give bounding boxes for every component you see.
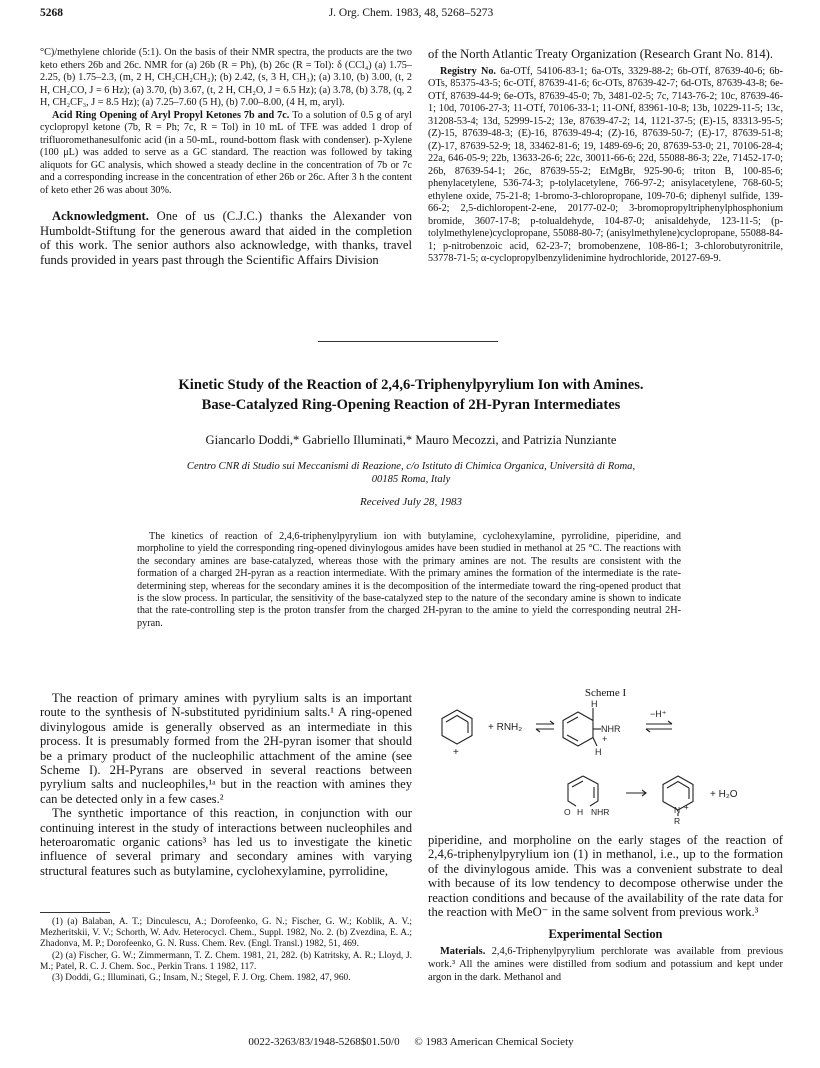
right-column-top bbox=[428, 47, 783, 266]
article-code: 0022-3263/83/1948-5268$01.50/0 bbox=[248, 1036, 400, 1048]
affiliation-line-1: Centro CNR di Studio sui Meccanismi di Reazione, c/o Istituto di Chimica Organica, Università di Roma, bbox=[186, 461, 636, 472]
experimental-section-heading: Experimental Section bbox=[548, 927, 663, 942]
footnote-rule bbox=[40, 912, 110, 913]
journal-citation: J. Org. Chem. 1983, 48, 5268–5273 bbox=[328, 7, 494, 19]
page-footer bbox=[40, 1036, 782, 1048]
deprotonation-arrow bbox=[646, 709, 672, 732]
pyridinium-nitrogen: N bbox=[674, 805, 681, 815]
footnote-1: (1) (a) Balaban, A. T.; Dinculescu, A.; Dorofeenko, G. N.; Fischer, G. W.; Koblik, A. V.; Mezheritskii, V. V.; Schorth, W. Adv. Heterocycl. Chem., Suppl. 1982, No. 2. (b) Zvezdina, E. A.; Zhadonva, M. P.; Dorofeenko, G. N. Russ. Chem. Rev. (Engl. Transl.) 1982, 51, 469. bbox=[40, 917, 412, 950]
title-line-1: Kinetic Study of the Reaction of 2,4,6-Triphenylpyrylium Ion with Amines. bbox=[178, 377, 644, 393]
pyridinium-ring bbox=[663, 776, 693, 825]
ring-opened-amide bbox=[564, 776, 609, 817]
acid-ring-opening-paragraph bbox=[40, 110, 412, 198]
amide-hydrogen: H bbox=[577, 807, 584, 817]
page-number: 5268 bbox=[40, 7, 63, 19]
acknowledgment-heading: Acknowledgment. bbox=[52, 209, 149, 223]
nato-paragraph: of the North Atlantic Treaty Organization (Research Grant No. 814). bbox=[428, 47, 773, 61]
abstract: The kinetics of reaction of 2,4,6-triphenylpyrylium ion with butylamine, cyclohexylamine, pyrrolidine, piperidine, and morpholine to yield the corresponding ring-opened divinylogous amides have been studied in methanol at 25 °C. The reactions with the secondary amines are base-catalyzed, whereas those with the primary amines are not. The results are consistent with the formation of a charged 2H-pyran as a reaction intermediate. With the primary amines the formation of the intermediate is the rate-determining step, whereas for the secondary amines it is the decomposition of the intermediate toward the ring-opened product that is the slow process. In particular, the sensitivity of the base-catalyzed step to the nature of the secondary amine is shown to indicate that the rate-controlling step is the proton transfer from the charged 2H-pyran to the amine to yield the corresponding neutral 2H-pyran. bbox=[137, 531, 681, 629]
adduct-plus: + bbox=[602, 734, 608, 744]
left-column-body bbox=[40, 691, 412, 878]
materials-heading: Materials. bbox=[440, 946, 486, 958]
footnote-2: (2) (a) Fischer, G. W.; Zimmermann, T. Z. Chem. 1981, 21, 282. (b) Katritsky, A. R.; Lloyd, J. M.; Patel, R. C. J. Chem. Soc., Perkin Trans. 1 1982, 117. bbox=[40, 950, 412, 972]
amide-nhr: NHR bbox=[591, 807, 610, 817]
adduct-hydrogen-bottom: H bbox=[595, 747, 602, 757]
left-column-top bbox=[40, 47, 412, 267]
running-header bbox=[40, 7, 782, 23]
authors: Giancarlo Doddi,* Gabriello Illuminati,* Mauro Mecozzi, and Patrizia Nunziante bbox=[205, 433, 617, 447]
deprotonation-label: −H⁺ bbox=[650, 709, 667, 719]
materials-text: 2,4,6-Triphenylpyrylium perchlorate was available from previous work.³ All the amines were distilled from sodium and potassium and kept under argon in the dark. Methanol and bbox=[428, 946, 783, 983]
footnotes bbox=[40, 917, 412, 984]
cyclization-arrow bbox=[626, 790, 646, 796]
adduct-ring bbox=[563, 700, 621, 757]
adduct-hydrogen-top: H bbox=[591, 700, 598, 709]
copyright: © 1983 American Chemical Society bbox=[414, 1036, 574, 1048]
title-line-2: Base-Catalyzed Ring-Opening Reaction of 2H-Pyran Intermediates bbox=[201, 397, 621, 413]
paragraph-text: To a solution of 0.5 g of aryl cyclopropyl ketone (7b, R = Ph; 7c, R = Tol) in 10 mL of TFE was added 1 drop of trifluoromethanesulfonic acid (in a 50-mL, round-bottom flask with condenser). p-Xylene (100 μL) was added to serve as a GC standard. The reaction was followed by taking aliquots for GC analysis, which showed a steady decline in the concentration of 7b or 7c and a corresponding increase in the concentration of ether 26b or 26c. After 3 h the content of keto ether 26 was about 30%. bbox=[40, 109, 412, 196]
intro-paragraph-3: piperidine, and morpholine on the early stages of the reaction of 2,4,6-triphenylpyrylium ion (1) in methanol, i.e., up to the formation of the divinylogous amide. This was a convenient substrate to deal with because of its low tendency to decompose otherwise under the reaction conditions and because of the availability of the rate data for the reaction with MeO⁻ in the same solvent from previous work.³ bbox=[428, 833, 783, 920]
amine-reagent: + RNH₂ bbox=[488, 722, 523, 733]
water-product: + H₂O bbox=[710, 789, 738, 800]
scheme-title: Scheme I bbox=[584, 687, 627, 699]
pyridinium-substituent: R bbox=[674, 816, 681, 825]
footnote-3: (3) Doddi, G.; Illuminati, G.; Insam, N.; Stegel, F. J. Org. Chem. 1982, 47, 960. bbox=[52, 973, 351, 984]
received-date: Received July 28, 1983 bbox=[359, 496, 462, 508]
registry-heading: Registry No. bbox=[440, 65, 496, 77]
intro-paragraph-1: The reaction of primary amines with pyrylium salts is an important route to the synthesis of N-substituted pyridinium salts.¹ A ring-opened divinylogous amide is generally observed as an intermediate in this process. It is presumably formed from the 2H-pyran isomer that should be a primary product of the nucleophilic attachment of the amine (see Scheme I). 2H-Pyrans are observed in several reactions between pyrylium salts and nucleophiles,¹ᵃ but in the reaction with amines they can be detected only in a few cases.² bbox=[40, 691, 412, 806]
adduct-amine-group: NHR bbox=[601, 724, 621, 734]
pyrylium-ring bbox=[442, 710, 472, 758]
section-divider bbox=[318, 341, 498, 342]
nmr-paragraph: °C)/methylene chloride (5:1). On the basis of their NMR spectra, the products are the two keto ethers 26b and 26c. NMR for (a) 26b (R = Ph), (b) 26c (R = Tol): δ (CCl₄) (a) 1.75–2.25, (b) 1.75–2.3, (m, 2 H, CH₂CH₂CH₂); (b) 2.42, (s, 3 H, CH₃); (a) 3.10, (b) 3.00, (t, 2 H, CH₂CO, J = 6 Hz); (a) 3.70, (b) 3.67, (t, 2 H, CH₂O, J = 6.5 Hz); (a) 3.78, (b) 3.78, (q, 2 H, CH₂CF₃, J = 8.5 Hz); (a) 7.25–7.60 (5 H), (b) 7.00–8.00, (4 H, m, aryl). bbox=[40, 47, 412, 108]
materials-paragraph bbox=[428, 946, 783, 984]
affiliation bbox=[40, 460, 782, 486]
equilibrium-arrow-1 bbox=[536, 721, 554, 732]
carbonyl-oxygen: O bbox=[564, 807, 571, 817]
article-title bbox=[40, 375, 782, 415]
acknowledgment-text: One of us (C.J.C.) thanks the Alexander von Humboldt-Stiftung for the generous award that aided in the completion of this work. The senior authors also acknowledge, with thanks, travel funds provided in years past through the Scientific Affairs Division bbox=[40, 209, 412, 267]
acknowledgment-paragraph bbox=[40, 209, 412, 267]
right-column-body bbox=[428, 833, 783, 984]
run-in-heading: Acid Ring Opening of Aryl Propyl Ketones 7b and 7c. bbox=[52, 109, 290, 121]
pyridinium-charge: + bbox=[684, 803, 689, 812]
intro-paragraph-2: The synthetic importance of this reaction, in conjunction with our continuing interest in the study of interactions between nucleophiles and heteroaromatic organic cations³ has led us to investigate the kinetic influence of several primary and secondary amines with varying structural features such as butylamine, cyclohexylamine, pyrrolidine, bbox=[40, 806, 412, 878]
affiliation-line-2: 00185 Roma, Italy bbox=[371, 474, 451, 485]
registry-paragraph bbox=[428, 66, 783, 266]
pyrylium-charge: + bbox=[453, 747, 459, 758]
scheme-diagram bbox=[428, 700, 783, 825]
registry-text: 6a-OTf, 54106-83-1; 6a-OTs, 3329-88-2; 6b-OTf, 87639-40-6; 6b-OTs, 85375-43-5; 6c-OTf, 87639-41-6; 6c-OTs, 87639-42-7; 6d-OTs, 87639-43-8; 6e-OTf, 87639-44-9; 6e-OTs, 87639-45-0; 7b, 3481-02-5; 7c, 7143-76-2; 10c, 87639-46-1; 10d, 70106-27-3; 11-OTf, 70106-33-1; 11-ONf, 83961-10-8; 13b, 10229-11-5; 13c, 31208-53-4; 13d, 52999-15-2; 13e, 87639-47-2; 14, 1121-37-5; (E)-15, 83313-95-5; (Z)-15, 87639-48-3; (E)-16, 87639-49-4; (Z)-16, 87639-50-7; (E)-17, 87639-51-8; (Z)-17, 87639-52-9; 18, 33462-81-6; 19, 1489-69-6; 20, 87639-53-0; 21, 70106-28-4; 22a, 646-05-9; 22b, 13633-26-6; 22c, 30011-66-6; 22d, 55088-86-3; 22e, 71452-17-0; 26b, 87639-54-1; 26c, 87639-55-2; EtMgBr, 925-90-6; triton B, 100-85-6; phenylacetylene, 536-74-3; p-tolylacetylene, 766-97-2; anisylacetylene, 768-60-5; ethylene oxide, 75-21-8; 1-bromo-3-chloropropane, 109-70-6; diphenyl sulfide, 139-66-2; 2,5-dichloropent-2-ene, 20177-02-0; 3-bromopropyltriphenylphosphonium bromide, 3607-17-8; p-tolualdehyde, 104-87-0; anisaldehyde, 123-11-5; (p-tolylmethylene)cyclopropane, 55088-80-7; (anisylmethylene)cyclopropane, 55088-84-1; p-nitrobenzoic acid, 62-23-7; bromobenzene, 108-86-1; 3-chlorobutyronitrile, 53778-71-5; α-cyclopropylbenzylidenimine hydrochloride, 20127-69-9. bbox=[428, 65, 783, 264]
